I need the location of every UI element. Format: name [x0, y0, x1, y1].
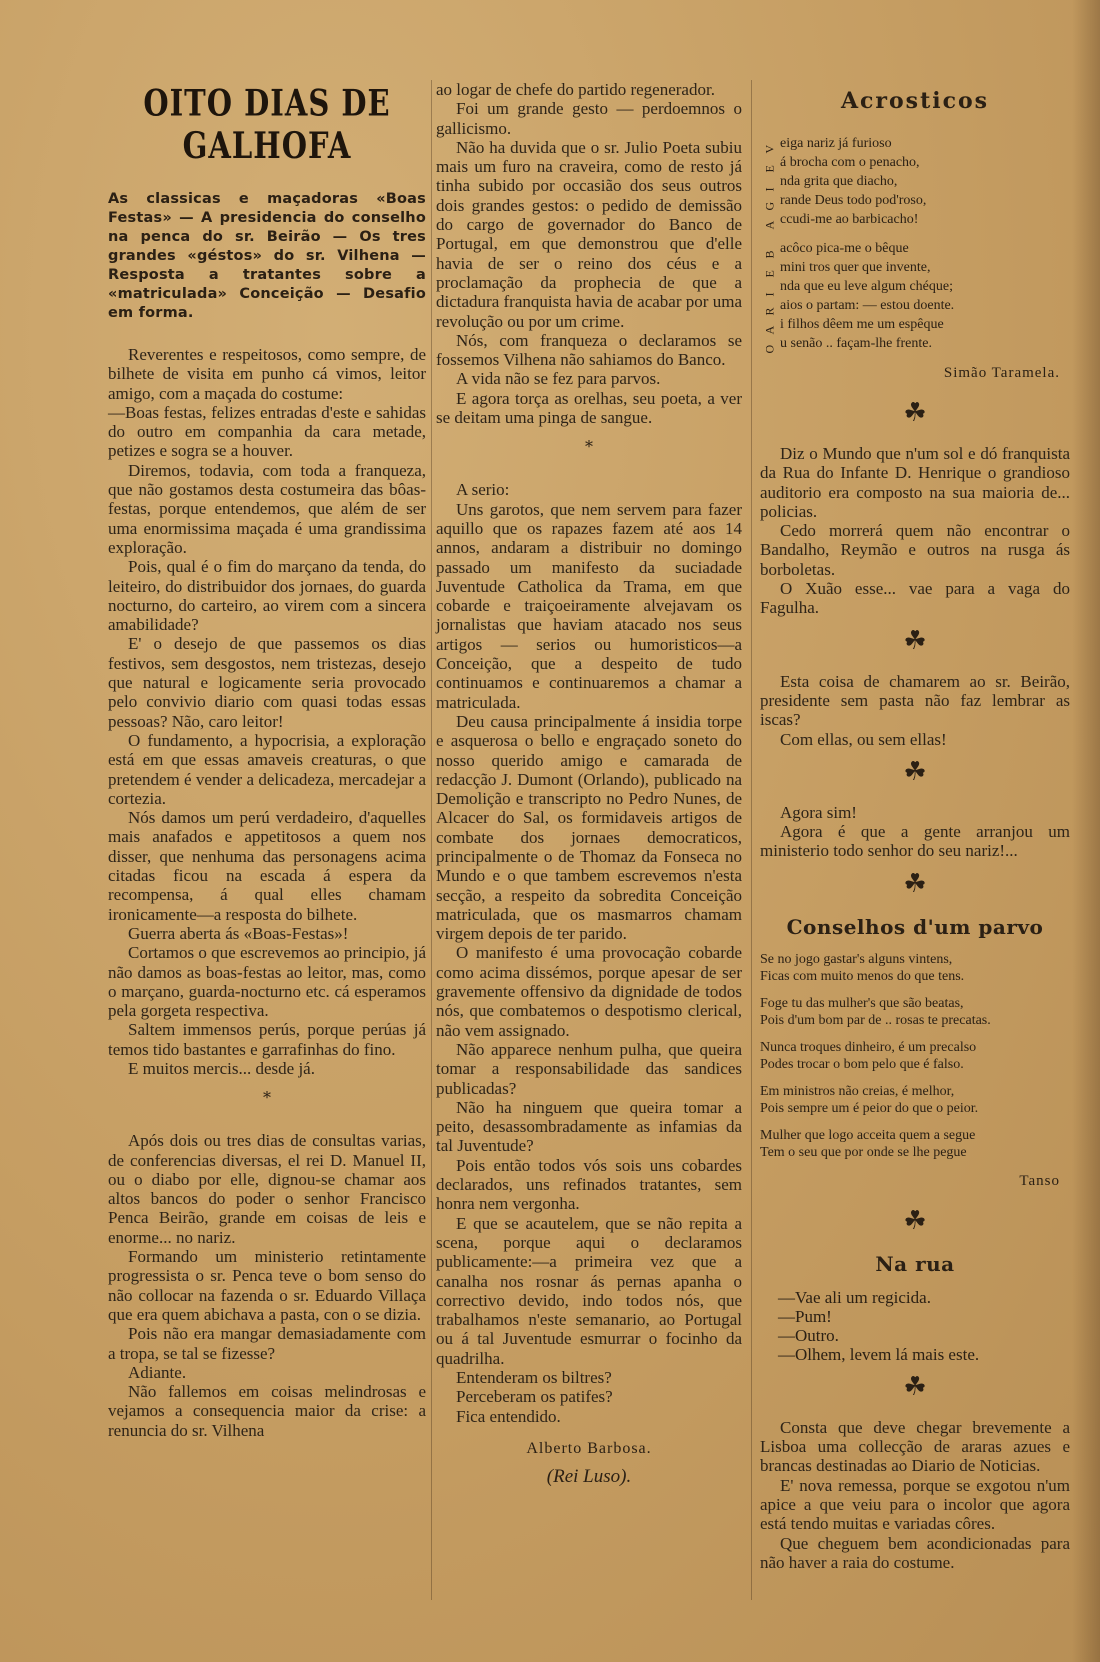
paragraph: O manifesto é uma provocação cobarde como acima dissémos, porque apesar de ser gravemente offensivo da dignidade de todos nós, que combatemos o despotismo clerical, não vem assignado. — [436, 943, 742, 1040]
acrostic-author: Simão Taramela. — [943, 365, 1060, 381]
acrostic-line — [760, 191, 1070, 210]
paragraph: Adiante. — [128, 1362, 187, 1382]
acrostic-line — [760, 296, 1070, 315]
conselhos-title: Conselhos d'um parvo — [786, 914, 1044, 939]
paragraph: A serio: — [456, 480, 510, 500]
acrostic-line — [760, 210, 1070, 229]
acrostic-letter: E — [762, 270, 777, 278]
clover-icon: ☘ — [903, 1371, 927, 1402]
paragraph: Não fallemos em coisas melindrosas e vejamos a consequencia maior da crise: a renuncia do sr. Vilhena — [108, 1382, 426, 1440]
acrostic-text: u senão .. façam-lhe frente. — [780, 336, 932, 351]
article-title: OITO DIAS DE GALHOFA — [143, 81, 391, 167]
acrostic-letter: B — [762, 250, 777, 259]
paragraph: Agora sim! — [780, 802, 857, 822]
acrostic-text: á brocha com o penacho, — [780, 155, 920, 170]
paragraph: Deu causa principalmente á insidia torpe e asquerosa o bello e engraçado soneto do nosso querido amigo e camarada de redacção J. Dumont (Orlando), publicado na Demolição e transcripto no Pedro Nunes, de Alcacer do Sal, os formidaveis artigos de combate dos jornaes democraticos, principalmente o de Thomaz da Fonseca no Mundo e o que tambem escrevemos n'esta secção, a respeito da sobredita Conceição matriculada, que os masmarros chamam virgem depois de ter parido. — [436, 711, 742, 944]
paragraph: Fica entendido. — [456, 1406, 561, 1426]
dialog-line: —Vae ali um regicida. — [778, 1287, 931, 1307]
paragraph: Cedo morrerá quem não encontrar o Bandalho, Reymão e outros na rusga ás borboletas. — [760, 521, 1070, 579]
clover-icon: ☘ — [903, 868, 927, 899]
page-edge-shadow — [1072, 0, 1100, 1662]
paragraph: Pois não era mangar demasiadamente com a tropa, se tal se fizesse? — [108, 1324, 426, 1363]
paragraph: Que cheguem bem acondicionadas para não haver a raia do costume. — [760, 1533, 1070, 1572]
acrostic-line — [760, 134, 1070, 153]
dialog-line: —Outro. — [778, 1325, 839, 1345]
clover-icon: ☘ — [903, 1205, 927, 1236]
verses-author: Tanso — [1019, 1172, 1060, 1189]
paragraph: Perceberam os patifes? — [456, 1387, 613, 1407]
acrostic-letter: A — [762, 325, 777, 335]
author-signature: Alberto Barbosa. — [526, 1439, 652, 1457]
paragraph: Após dois ou tres dias de consultas varias, de conferencias diversas, el rei D. Manuel II, ou o diabo por elle, dignou-se chamar aos altos bancos do poder o senhor Francisco Penca Beirão, grande em coisas de leis e enorme... no nariz. — [108, 1131, 426, 1247]
paragraph: Consta que deve chegar brevemente a Lisboa uma collecção de araras azues e brancas destinadas ao Diario de Noticias. — [760, 1417, 1070, 1476]
acrostic-line — [760, 172, 1070, 191]
acrostic-text: rande Deus todo pod'roso, — [780, 193, 927, 208]
acrostic-text: nda que eu leve algum chéque; — [780, 279, 953, 294]
verse-line: Podes trocar o bom pelo que é falso. — [760, 1056, 964, 1072]
acrostic-text: ccudi-me ao barbicacho! — [780, 212, 919, 227]
paragraph: Não apparece nenhum pulha, que queira tomar a responsabilidade das sandices publicadas? — [436, 1039, 742, 1098]
dialog-line: —Pum! — [778, 1306, 832, 1326]
acrostic-line — [760, 277, 1070, 296]
na-rua-title: Na rua — [875, 1251, 955, 1276]
paragraph: E muitos mercis... desde já. — [128, 1058, 315, 1078]
column-left — [108, 80, 426, 1440]
verse-line: Nunca troques dinheiro, é um precalso — [760, 1039, 977, 1055]
verse-line: Pois d'um bom par de .. rosas te precatas. — [760, 1012, 991, 1028]
acrostic-text: mini tros quer que invente, — [780, 260, 931, 275]
acrostic-poem — [760, 239, 1070, 353]
paragraph: Diremos, todavia, com toda a franqueza, que não gostamos desta costumeira das bôas-festas, porque entendemos, que além de ser uma enormissima maçada é uma grandissima exploração. — [108, 460, 426, 557]
acrostic-poem — [760, 134, 1070, 229]
section-separator: * — [263, 1088, 271, 1108]
acrostic-line — [760, 334, 1070, 353]
paragraph: Não ha duvida que o sr. Julio Poeta subiu mais um furo na craveira, como de resto já tinha subido por occasião dos seus outros dois grandes gestos: o pedido de demissão do cargo de governador do Banco de Portugal, em que demonstrou que d'elle havia de ser o reino dos céus e a proclamação da prophecia de que a dictadura franquista havia de acabar por uma revolução ou por um crime. — [436, 137, 742, 331]
paragraph: E' o desejo de que passemos os dias festivos, sem desgostos, nem tristezas, desejo que natural e logicamente seria provocado pelo convivio diario com quasi todas essas pessoas? Não, caro leitor! — [108, 634, 426, 731]
acrostic-text: i filhos dêem me um espêque — [780, 317, 944, 332]
clover-icon: ☘ — [903, 625, 927, 656]
paragraph: Esta coisa de chamarem ao sr. Beirão, presidente sem pasta não faz lembrar as iscas? — [760, 671, 1070, 730]
clover-icon: ☘ — [903, 398, 927, 428]
paragraph: Foi um grande gesto — perdoemnos o gallicismo. — [436, 99, 742, 138]
verse-couplet — [760, 1039, 1070, 1073]
clover-icon: ☘ — [903, 756, 927, 787]
paragraph: Entenderam os biltres? — [456, 1368, 612, 1387]
paragraph: —Boas festas, felizes entradas d'este e sahidas do outro em companhia da cara metade, petizes e sogra se a houver. — [108, 402, 426, 461]
acrostic-letter: V — [762, 144, 777, 154]
paragraph: E que se acautelem, que se não repita a scena, porque aqui o declaramos publicamente:—a primeira vez que a canalha nos rosnar ás pernas apanha o correctivo devido, indo todos nós, que trabalhamos n'este semanario, ao Portugal ou á tal Juventude esmurrar o focinho da quadrilha. — [436, 1213, 742, 1368]
paragraph: E' nova remessa, porque se exgotou n'um apice a que veiu para o incolor que agora está tendo muitas e variadas côres. — [760, 1475, 1070, 1534]
paragraph: Pois então todos vós sois uns cobardes declarados, uns refinados tratantes, sem honra nem vergonha. — [436, 1155, 742, 1214]
paragraph: ao logar de chefe do partido regenerador. — [436, 80, 715, 99]
acrostic-line — [760, 315, 1070, 334]
verse-line: Pois sempre um é peior do que o peior. — [760, 1100, 979, 1116]
acrostic-letter: I — [762, 187, 777, 192]
verse-line: Se no jogo gastar's alguns vintens, — [760, 951, 953, 967]
paragraph: Saltem immensos perús, porque perúas já temos tido bastantes e garrafinhas do fino. — [108, 1020, 426, 1059]
acrostic-text: acôco pica-me o bêque — [780, 241, 909, 256]
column-right — [760, 80, 1070, 1572]
verse-couplet — [760, 1083, 1070, 1117]
column-middle — [436, 80, 742, 1488]
acrostic-letter: R — [762, 307, 777, 316]
paragraph: Diz o Mundo que n'um sol e dó franquista da Rua do Infante D. Henrique o grandioso auditorio era composto na sua maioria de... policias. — [760, 444, 1070, 521]
paragraph: E agora torça as orelhas, seu poeta, a ver se deitam uma pinga de sangue. — [436, 388, 742, 428]
paragraph: Cortamos o que escrevemos ao principio, já não damos as boas-festas ao leitor, mas, como o marçano, guarda-nocturno etc. cá esperamos pela gorgeta respectiva. — [108, 943, 426, 1021]
dialog-line: —Olhem, levem lá mais este. — [778, 1344, 980, 1364]
verse-line: Em ministros não creias, é melhor, — [760, 1083, 955, 1099]
acrostic-letter: I — [762, 292, 777, 297]
paragraph: Não ha ninguem que queira tomar a peito, desassombradamente as infamias da tal Juventude? — [436, 1097, 742, 1156]
acrostic-letter: A — [762, 220, 777, 230]
paragraph: Reverentes e respeitosos, como sempre, de bilhete de visita em punho cá vimos, leitor amigo, com a maçada do costume: — [108, 345, 426, 403]
paragraph: Com ellas, ou sem ellas! — [780, 729, 947, 749]
verse-line: Ficas com muito menos do que tens. — [760, 968, 965, 984]
verse-line: Foge tu das mulher's que são beatas, — [760, 995, 964, 1011]
paragraph: Formando um ministerio retintamente progressista o sr. Penca teve o bom senso do não collocar na fazenda o sr. Eduardo Villaça que era quem abichava a pasta, con o se dizia. — [108, 1247, 426, 1324]
column-rule — [431, 80, 432, 1600]
verse-line: Tem o seu que por onde se lhe pegue — [760, 1144, 967, 1160]
verse-line: Mulher que logo acceita quem a segue — [760, 1127, 976, 1143]
acrostic-text: aios o partam: — estou doente. — [780, 298, 955, 313]
acrosticos-title: Acrosticos — [840, 88, 990, 114]
paragraph: O Xuão esse... vae para a vaga do Fagulha. — [760, 579, 1070, 618]
acrostic-letter: O — [762, 344, 777, 354]
paragraph: Nós, com franqueza o declaramos se fossemos Vilhena não sahiamos do Banco. — [436, 330, 742, 370]
paragraph: Pois, qual é o fim do marçano da tenda, do leiteiro, do distribuidor dos jornaes, do guarda nocturno, do carteiro, ao virem com a sincera amabilidade? — [108, 557, 426, 635]
article-summary: As classicas e maçadoras «Boas Festas» — A presidencia do conselho na penca do sr. Beirão — Os tres grandes «géstos» do sr. Vilhena — Resposta a tratantes sobre a «matriculada» Conceição — Desafio em forma. — [108, 191, 426, 321]
verse-couplet — [760, 995, 1070, 1029]
paragraph: O fundamento, a hypocrisia, a exploração está em que essas amaveis creaturas, o que pretendem é vender a delicadeza, mercadejar a cortezia. — [108, 730, 426, 808]
paragraph: Agora é que a gente arranjou um ministerio todo senhor do seu nariz!... — [760, 822, 1070, 861]
acrostic-text: eiga nariz já furioso — [780, 136, 892, 151]
column-rule — [751, 80, 752, 1600]
paragraph: Nós damos um perú verdadeiro, d'aquelles mais anafados e appetitosos a quem nos disser, que nenhuma das personagens acima citadas ficou na escada á espera da recompensa, á qual elles chamam ironicamente—a resposta do bilhete. — [108, 808, 426, 924]
acrostic-letter: E — [762, 165, 777, 173]
acrostic-letter: G — [762, 201, 777, 211]
acrostic-text: nda grita que diacho, — [780, 174, 898, 189]
paragraph: Uns garotos, que nem servem para fazer aquillo que os rapazes fazem até aos 14 annos, andaram a distribuir no domingo passado um manifesto da suciadade Juventude Catholica da Trama, em que cobarde e traiçoeiramente alvejavam os jornalistas que haviam atacado nos seus artigos — serios ou humoristicos—a Conceição, que a despeito de tudo continuamos e continuaremos a chamar a matriculada. — [436, 499, 742, 712]
acrostic-line — [760, 239, 1070, 258]
paragraph: Guerra aberta ás «Boas-Festas»! — [128, 923, 349, 943]
verse-couplet — [760, 1127, 1070, 1161]
verse-couplet — [760, 951, 1070, 985]
acrostic-line — [760, 258, 1070, 277]
acrostic-line — [760, 153, 1070, 172]
author-pseudonym: (Rei Luso). — [546, 1465, 632, 1487]
paragraph: A vida não se fez para parvos. — [456, 369, 661, 389]
section-separator: * — [585, 437, 593, 457]
